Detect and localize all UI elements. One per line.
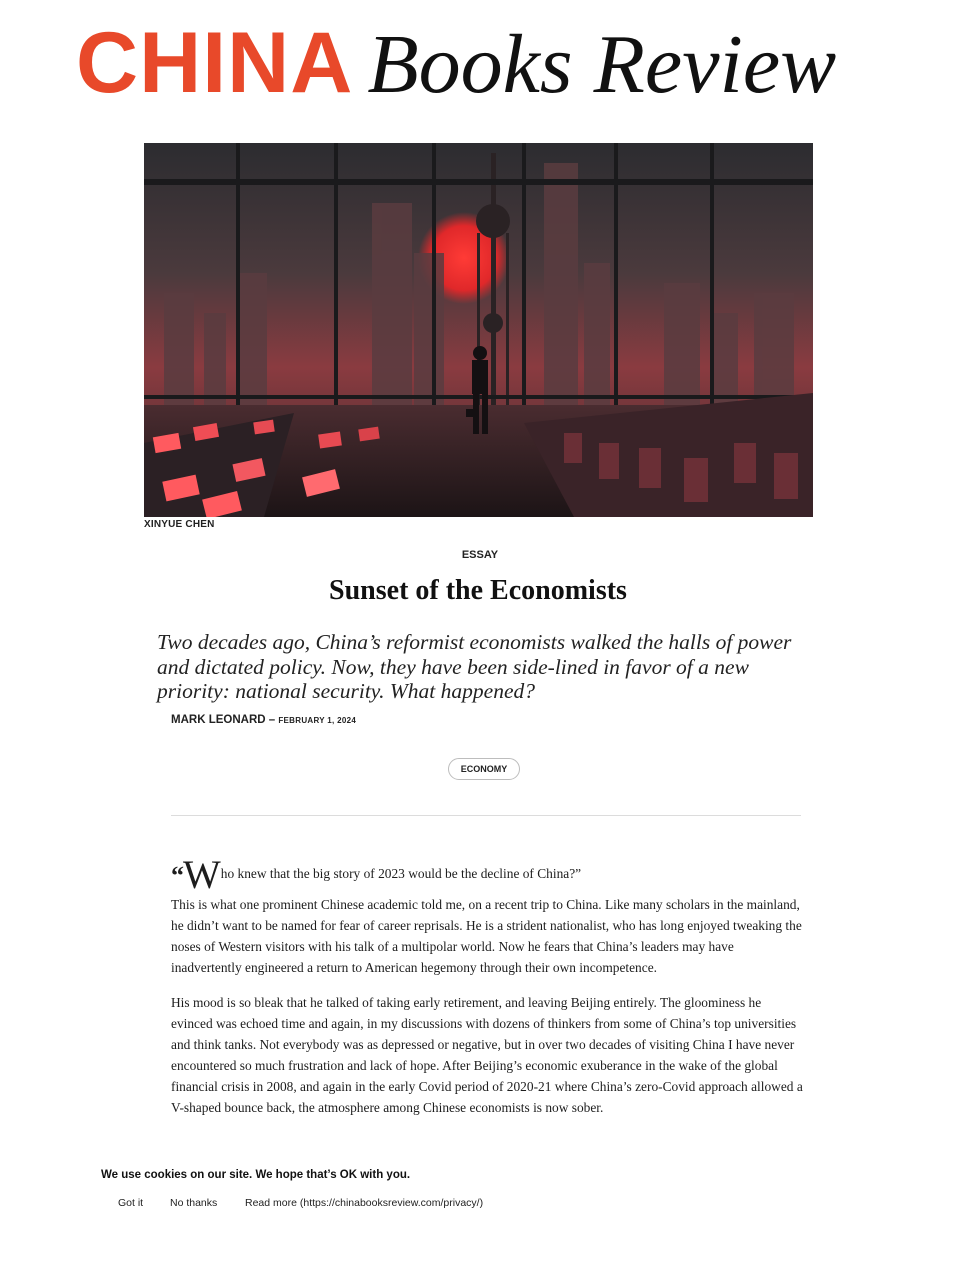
author-name[interactable]: MARK LEONARD (171, 714, 266, 726)
open-quote-mark: “ (171, 861, 183, 890)
cookie-banner (0, 1163, 960, 1280)
article-title: Sunset of the Economists (329, 575, 627, 606)
divider (171, 815, 801, 816)
cookie-read-more-link[interactable]: Read more (https://chinabooksreview.com/privacy/) (245, 1197, 484, 1209)
lead-paragraph (171, 852, 803, 897)
publish-date: FEBRUARY 1, 2024 (278, 716, 357, 725)
logo-china-word: CHINA (76, 15, 354, 111)
drop-cap: W (183, 852, 221, 897)
hero-illustration-art (144, 143, 813, 517)
image-credit: XINYUE CHEN (144, 519, 215, 530)
logo-books-review: Books Review (367, 18, 837, 111)
cookie-accept-button[interactable]: Got it (118, 1197, 144, 1209)
byline (171, 714, 356, 726)
body-paragraph: This is what one prominent Chinese academic told me, on a recent trip to China. Like many scholars in the mainland, he didn’t want to be named for fear of career reprisals. He is a strident nationalist, who has long enjoyed tweaking the noses of Western visitors with his talk of a multipolar world. Now he fears that China’s leaders may have inadvertently engineered a return to American hegemony through their own incompetence. (171, 897, 802, 975)
byline-separator: – (265, 714, 279, 726)
body-paragraph: His mood is so bleak that he talked of taking early retirement, and leaving Beijing entirely. The gloominess he evinced was echoed time and again, in my discussions with dozens of thinkers from some of China’s top universities and think tanks. Not everybody was as depressed or negative, but in over two decades of visiting China I have never encountered so much frustration and lack of hope. After Beijing’s economic exuberance in the wake of the global financial crisis in 2008, and again in the early Covid period of 2020-21 where China’s zero-Covid approach allowed a V-shaped bounce back, the atmosphere among Chinese economists is now sober. (171, 995, 803, 1115)
cookie-decline-button[interactable]: No thanks (170, 1197, 218, 1209)
site-logo[interactable] (76, 14, 837, 111)
hero-illustration (144, 143, 813, 517)
article-body (171, 852, 803, 1132)
cookie-message: We use cookies on our site. We hope that’s OK with you. (101, 1169, 411, 1181)
article-dek: Two decades ago, China’s reformist economists walked the halls of power and dictated policy. Now, they have been side-lined in favor of a new priority: national security. What happened? (157, 630, 792, 703)
lead-text: ho knew that the big story of 2023 would be the decline of China?” (220, 866, 582, 881)
article-kicker[interactable]: ESSAY (461, 549, 499, 561)
topic-tag-economy[interactable]: ECONOMY (448, 758, 520, 780)
